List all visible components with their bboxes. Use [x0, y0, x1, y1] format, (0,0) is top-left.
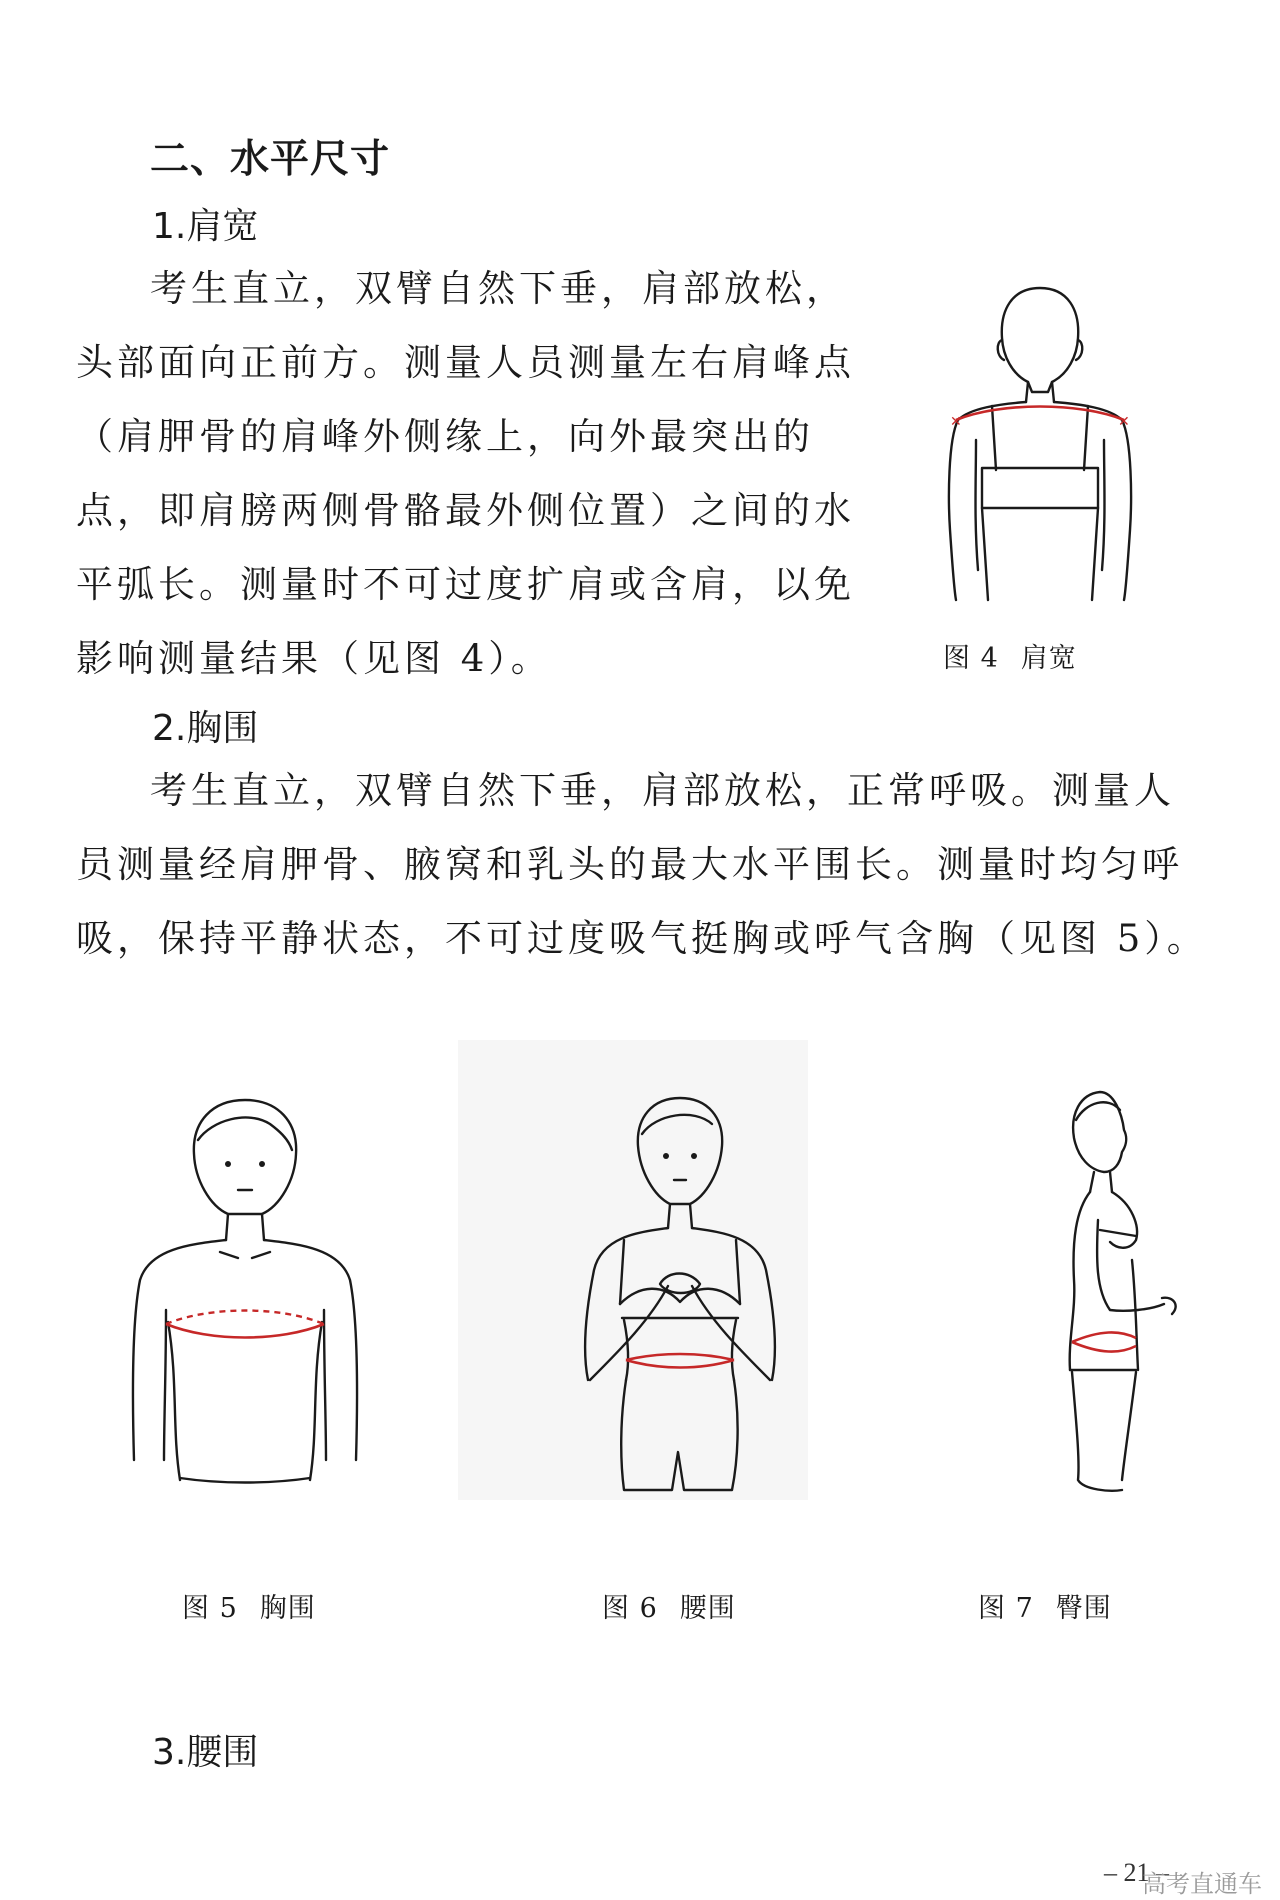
figure-number: 图 7 — [978, 1593, 1034, 1624]
paragraph-line: 考生直立，双臂自然下垂，肩部放松，正常呼吸。测量人 — [150, 769, 1175, 812]
svg-text:✕: ✕ — [950, 414, 962, 430]
figure-5-chest-illustration — [120, 1080, 370, 1500]
figure-number: 图 5 — [182, 1593, 238, 1624]
figure-5-caption — [182, 1586, 316, 1625]
paragraph-line: 影响测量结果（见图 4）。 — [76, 637, 552, 680]
figure-6-caption — [602, 1586, 736, 1625]
item-heading-shoulder: 1.肩宽 — [152, 206, 259, 247]
figure-label: 胸围 — [259, 1593, 316, 1624]
item-heading-waist: 3.腰围 — [152, 1732, 259, 1773]
watermark: 高考直通车 — [1142, 1870, 1262, 1898]
paragraph-line: 平弧长。测量时不可过度扩肩或含肩，以免 — [76, 563, 855, 606]
figure-6-waist-illustration — [560, 1080, 800, 1500]
figure-7-hip-illustration — [1040, 1080, 1210, 1500]
item-heading-chest: 2.胸围 — [152, 708, 259, 749]
paragraph-line: 点，即肩膀两侧骨骼最外侧位置）之间的水 — [76, 489, 855, 532]
figure-4-shoulder-illustration — [940, 270, 1140, 615]
figure-label: 臀围 — [1055, 1593, 1112, 1624]
page-number: – 21 – — [1104, 1858, 1169, 1887]
paragraph-line: （肩胛骨的肩峰外侧缘上，向外最突出的 — [76, 415, 814, 458]
figure-7-caption — [978, 1586, 1112, 1625]
figure-4-caption — [943, 636, 1077, 675]
section-title: 二、水平尺寸 — [150, 137, 391, 182]
paragraph-line: 考生直立，双臂自然下垂，肩部放松， — [150, 267, 847, 310]
figure-number: 图 4 — [943, 643, 999, 674]
paragraph-line: 员测量经肩胛骨、腋窝和乳头的最大水平围长。测量时均匀呼 — [76, 843, 1183, 886]
figure-label: 肩宽 — [1020, 643, 1077, 674]
figure-number: 图 6 — [602, 1593, 658, 1624]
paragraph-line: 吸，保持平静状态，不可过度吸气挺胸或呼气含胸（见图 5）。 — [76, 917, 1208, 960]
svg-text:✕: ✕ — [1118, 414, 1130, 430]
paragraph-line: 头部面向正前方。测量人员测量左右肩峰点 — [76, 341, 855, 384]
figure-label: 腰围 — [679, 1593, 736, 1624]
